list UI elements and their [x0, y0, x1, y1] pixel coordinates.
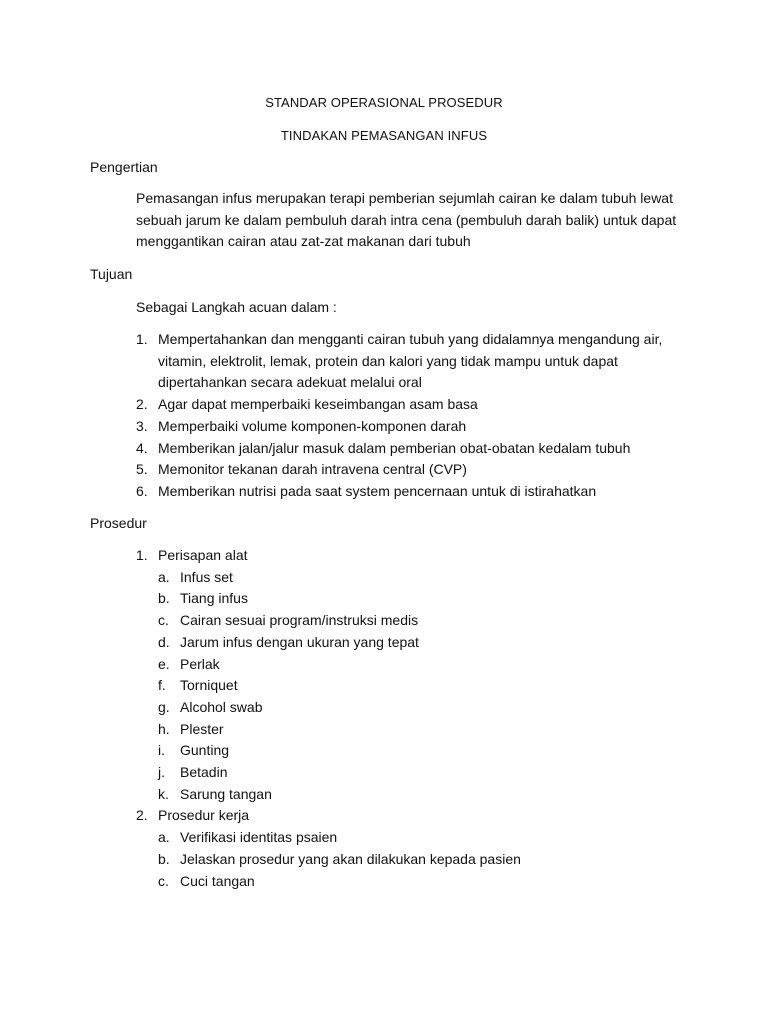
- sublist-item: [158, 784, 696, 806]
- list-number: 1.: [136, 331, 148, 347]
- list-item-text: Memperbaiki volume komponen-komponen darah: [158, 417, 467, 434]
- sublist-item-text: Alcohol swab: [180, 698, 263, 715]
- sublist-item-text: Perlak: [180, 655, 220, 672]
- tujuan-intro: Sebagai Langkah acuan dalam :: [136, 299, 337, 315]
- sublist-letter: j.: [158, 764, 165, 781]
- sublist-item-text: Verifikasi identitas psaien: [180, 829, 338, 846]
- list-number: 6.: [136, 482, 148, 499]
- sublist-item-text: Tiang infus: [180, 590, 248, 607]
- sublist-persiapan-alat: [158, 567, 696, 806]
- sublist-letter: c.: [158, 612, 169, 629]
- sublist-letter: e.: [158, 655, 170, 672]
- sublist-item: [158, 697, 696, 719]
- sublist-letter: c.: [158, 872, 169, 889]
- sublist-item: [158, 849, 696, 871]
- sublist-item: [158, 675, 696, 697]
- sublist-item-text: Infus set: [180, 568, 233, 585]
- sublist-item-text: Jarum infus dengan ukuran yang tepat: [180, 633, 419, 650]
- sublist-letter: i.: [158, 742, 165, 759]
- pengertian-paragraph: Pemasangan infus merupakan terapi pemberian sejumlah cairan ke dalam tubuh lewat sebuah jarum ke dalam pembuluh darah intra cena (pembuluh darah balik) untuk dapat menggantikan cairan atau zat-zat makanan dari tubuh: [136, 190, 677, 250]
- sublist-letter: f.: [158, 677, 166, 694]
- list-item: [136, 805, 696, 892]
- sublist-letter: k.: [158, 785, 169, 802]
- list-item: [136, 438, 696, 460]
- sublist-item-text: Torniquet: [180, 677, 238, 694]
- sublist-item: [158, 632, 696, 654]
- list-item: [136, 459, 696, 481]
- sublist-item: [158, 588, 696, 610]
- sublist-item: [158, 654, 696, 676]
- list-number: 2.: [136, 396, 148, 413]
- sublist-item: [158, 827, 696, 849]
- sublist-item: [158, 762, 696, 784]
- sublist-letter: a.: [158, 568, 170, 585]
- list-item-text: Mempertahankan dan mengganti cairan tubuh yang didalamnya mengandung air, vitamin, elektrolit, lemak, protein dan kalori yang tidak mampu untuk dapat dipertahankan secara adekuat melalui oral: [158, 331, 663, 391]
- sublist-item-text: Gunting: [180, 742, 230, 759]
- list-item: [136, 394, 696, 416]
- prosedur-list: [136, 545, 696, 892]
- sublist-item: [158, 567, 696, 589]
- list-item-text: Memberikan nutrisi pada saat system pencernaan untuk di istirahatkan: [158, 482, 597, 499]
- section-heading-pengertian: Pengertian: [90, 159, 158, 175]
- list-item: [136, 329, 696, 394]
- sublist-item-text: Cairan sesuai program/instruksi medis: [180, 612, 419, 629]
- sublist-letter: d.: [158, 633, 170, 650]
- list-item-text: Perisapan alat: [158, 547, 248, 563]
- list-number: 2.: [136, 807, 148, 824]
- list-item: [136, 481, 696, 503]
- list-item: [136, 545, 696, 805]
- list-item-text: Prosedur kerja: [158, 807, 250, 824]
- sublist-item-text: Sarung tangan: [180, 785, 272, 802]
- list-number: 4.: [136, 439, 148, 456]
- section-heading-prosedur: Prosedur: [90, 515, 147, 531]
- sublist-item: [158, 740, 696, 762]
- sublist-letter: g.: [158, 698, 170, 715]
- sublist-item-text: Cuci tangan: [180, 872, 255, 889]
- list-item-text: Agar dapat memperbaiki keseimbangan asam basa: [158, 396, 478, 413]
- sublist-letter: b.: [158, 590, 170, 607]
- list-number: 5.: [136, 461, 148, 478]
- sublist-letter: b.: [158, 850, 170, 867]
- sublist-item: [158, 719, 696, 741]
- list-item: [136, 416, 696, 438]
- list-number: 1.: [136, 547, 148, 563]
- sublist-prosedur-kerja: [158, 827, 696, 892]
- tujuan-list: [136, 329, 696, 503]
- sublist-item-text: Jelaskan prosedur yang akan dilakukan kepada pasien: [180, 850, 521, 867]
- sublist-item-text: Betadin: [180, 764, 228, 781]
- list-number: 3.: [136, 417, 148, 434]
- sublist-letter: a.: [158, 829, 170, 846]
- list-item-text: Memberikan jalan/jalur masuk dalam pemberian obat-obatan kedalam tubuh: [158, 439, 631, 456]
- sublist-item: [158, 871, 696, 893]
- document-title: STANDAR OPERASIONAL PROSEDUR: [265, 95, 503, 110]
- section-heading-tujuan: Tujuan: [90, 266, 133, 282]
- list-item-text: Memonitor tekanan darah intravena central (CVP): [158, 461, 467, 478]
- sublist-item-text: Plester: [180, 720, 224, 737]
- sublist-item: [158, 610, 696, 632]
- sublist-letter: h.: [158, 720, 170, 737]
- document-subtitle: TINDAKAN PEMASANGAN INFUS: [280, 128, 488, 143]
